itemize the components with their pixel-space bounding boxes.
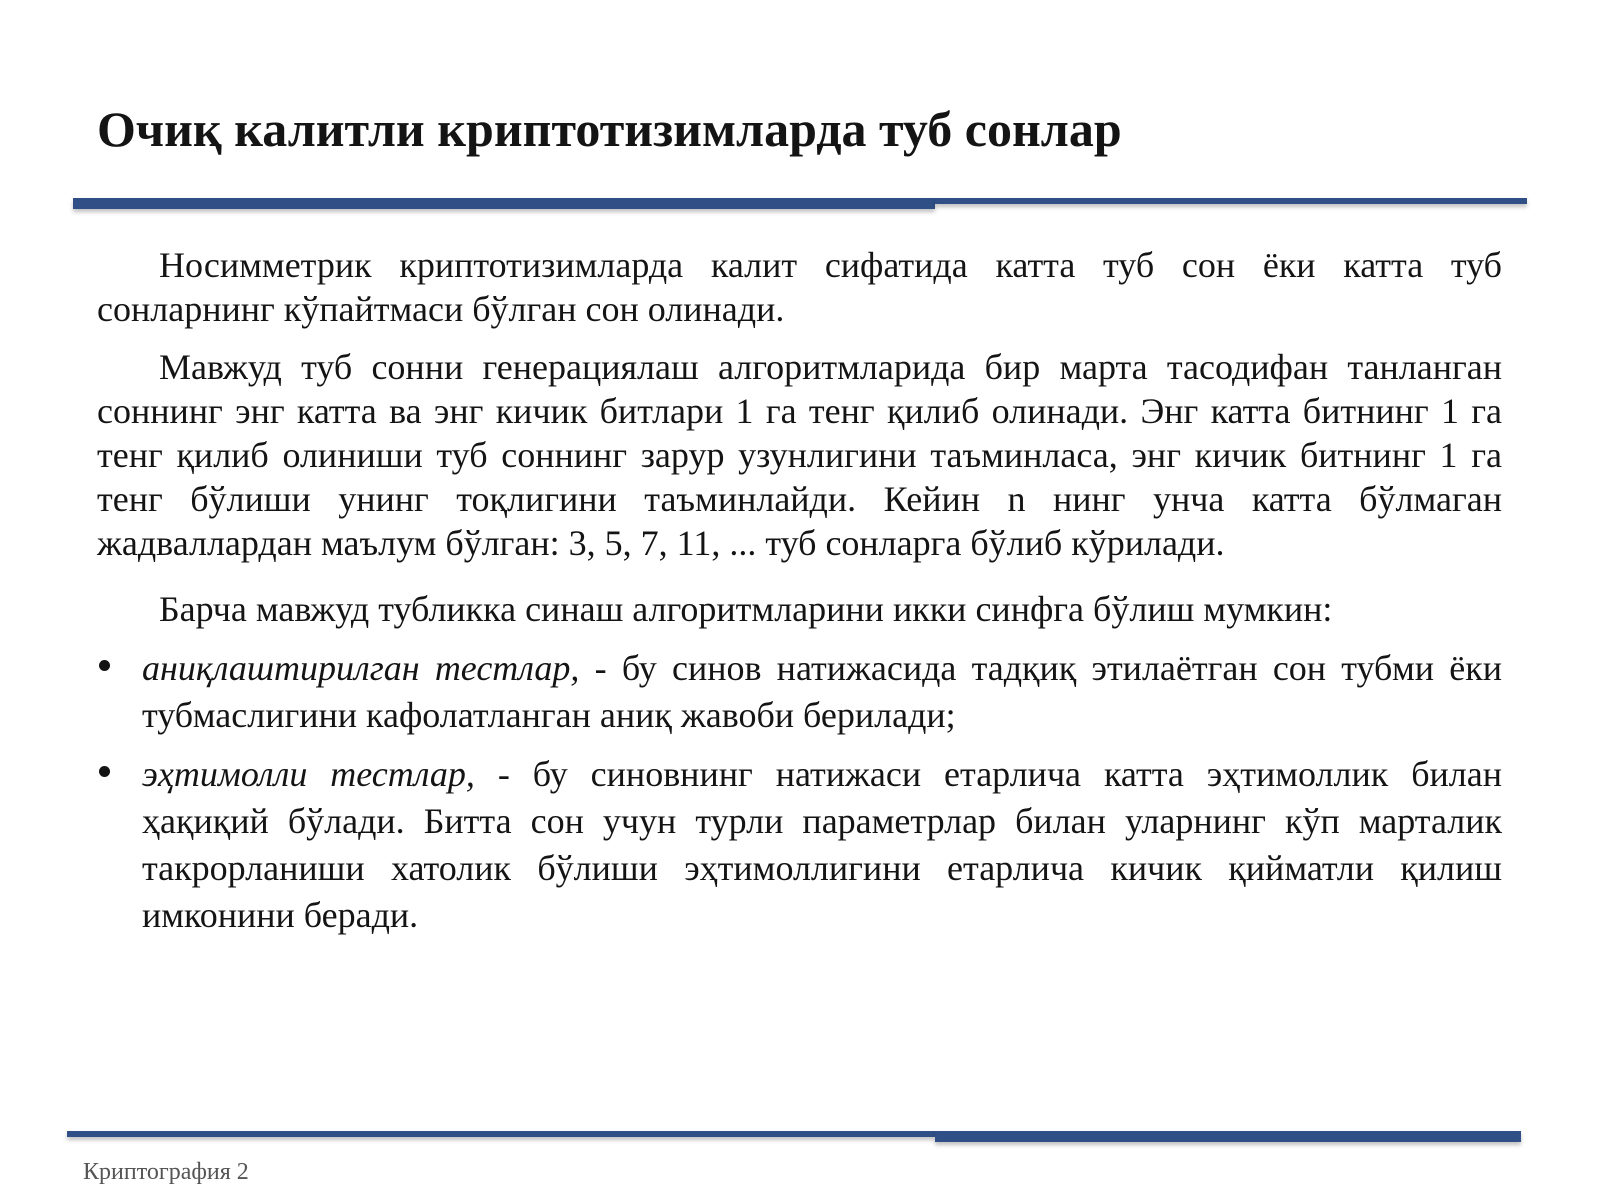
footer-label: Криптография 2 xyxy=(83,1159,249,1185)
bullet-dot-icon xyxy=(99,660,110,671)
bullet-text: - бу синовнинг натижаси етарлича катта эҳтимоллик билан ҳақиқий бўлади. Битта сон учун турли параметрлар билан уларнинг кўп марталик такрорланиши хатолик бўлиши эҳтимоллигини етарлича кичик қийматли қилиш имконини беради. xyxy=(142,754,1502,935)
bullet-term: эҳтимолли тестлар, xyxy=(142,754,475,794)
paragraph-intro: Носимметрик криптотизимларда калит сифатида катта туб сон ёки катта туб сонларнинг кўпайтмаси бўлган сон олинади. xyxy=(97,245,1502,329)
paragraph-classes: Барча мавжуд тубликка синаш алгоритмларини икки синфга бўлиш мумкин: xyxy=(159,589,1333,629)
bullet-dot-icon xyxy=(99,766,110,777)
slide-body xyxy=(97,243,1502,951)
bullet-item-probabilistic xyxy=(97,751,1502,939)
bullet-text: - бу синов натижасида тадқиқ этилаётган сон тубми ёки тубмаслигини кафолатланган аниқ жавоби берилади; xyxy=(142,648,1502,735)
title-divider-thick xyxy=(73,198,935,209)
bullet-item-deterministic xyxy=(97,645,1502,739)
title-divider-thin xyxy=(935,198,1527,204)
slide-title: Очиқ калитли криптотизимларда туб сонлар xyxy=(97,101,1122,157)
footer-divider-thin xyxy=(67,1131,935,1137)
bullet-list xyxy=(97,645,1502,939)
paragraph-generation: Мавжуд туб сонни генерациялаш алгоритмларида бир марта тасодифан танланган соннинг энг катта ва энг кичик битлари 1 га тенг қилиб олинади. Энг катта битнинг 1 га тенг қилиб олиниши туб соннинг зарур узунлигини таъминласа, энг кичик битнинг 1 га тенг бўлиши унинг тоқлигини таъминлайди. Кейин n нинг унча катта бўлмаган жадваллардан маълум бўлган: 3, 5, 7, 11, ... туб сонларга бўлиб кўрилади. xyxy=(97,347,1502,563)
footer-divider-thick xyxy=(935,1131,1521,1142)
bullet-term: аниқлаштирилган тестлар, xyxy=(142,648,580,688)
